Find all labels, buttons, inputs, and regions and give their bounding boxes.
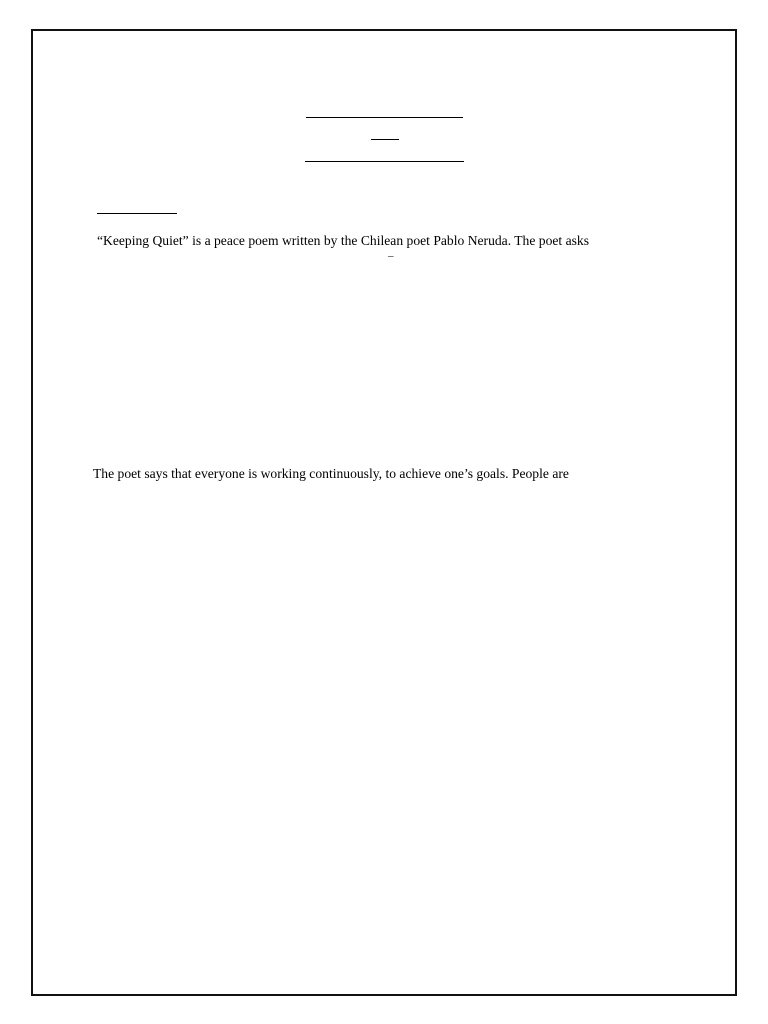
title-underline-1	[306, 117, 463, 118]
title-underline-3	[305, 161, 464, 162]
dash-mark: –	[388, 250, 394, 262]
paragraph-2: The poet says that everyone is working continuously, to achieve one’s goals. People are	[93, 466, 569, 481]
title-underline-2	[371, 139, 399, 140]
heading-underline	[97, 213, 177, 214]
page-border	[31, 29, 737, 996]
paragraph-1: “Keeping Quiet” is a peace poem written by the Chilean poet Pablo Neruda. The poet asks	[97, 233, 589, 248]
